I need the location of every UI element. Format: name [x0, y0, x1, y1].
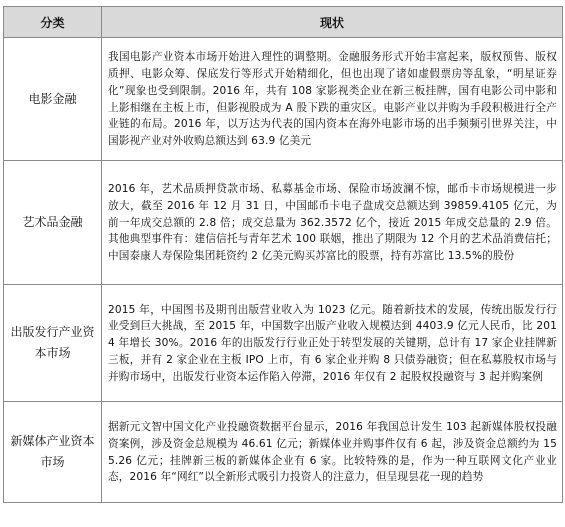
- table-header: [4, 7, 563, 38]
- industry-status-table: [3, 6, 563, 503]
- category-cell: 出版发行产业资本市场: [4, 285, 102, 402]
- status-cell: 我国电影产业资本市场开始进入理性的调整期。金融服务形式开始丰富起来，版权预售、版权质押、电影众筹、保底发行等形式开始精细化，但也出现了诸如虚假票房等乱象，“明星证券化”现象也受到限制。2016 年，共有 108 家影视类企业在新三板挂牌，国有电影公司中影和上影相继在主板上市，但影视股成为 A 股下跌的重灾区。电影产业以并购为手段积极进行全产业链的布局。2016 年，以万达为代表的国内资本在海外电影市场的出手频频引世界关注，中国影视产业对外收购总额达到 63.9 亿美元: [102, 38, 563, 161]
- header-status: 现状: [102, 7, 563, 38]
- status-cell: 2016 年，艺术品质押贷款市场、私募基金市场、保险市场波澜不惊，邮币卡市场规模进一步放大，截至 2016 年 12 月 31 日，中国邮币卡电子盘成交总额达到 39859.4105 亿元，为前一年成交总额的 2.8 倍；成交总量为 362.3572 亿个，接近 2015 年成交总量的 2.9 倍。其他典型事件有：建信信托与青年艺术 100 联姻，推出了期限为 12 个月的艺术品消费信托；中国泰康人寿保险集团耗资约 2 亿美元购买苏富比的股票，持有苏富比 13.5%的股份: [102, 161, 563, 285]
- status-cell: 据新元文智中国文化产业投融资数据平台显示，2016 年我国总计发生 103 起新媒体股权投融资案例，涉及资金总规模为 46.61 亿元；新媒体业并购事件仅有 6 起，涉及资金总额约为 155.26 亿元；挂牌新三板的新媒体企业有 6 家。比较特殊的是，作为一种互联网文化产业业态，2016 年“网红”以全新形式吸引力投资人的注意力，但呈现昙花一现的趋势: [102, 402, 563, 503]
- header-row: [4, 7, 563, 38]
- table-body: [4, 38, 563, 503]
- table-row: [4, 402, 563, 503]
- status-cell: 2015 年，中国图书及期刊出版营业收入为 1023 亿元。随着新技术的发展，传统出版发行行业受到巨大挑战，至 2015 年，中国数字出版产业收入规模达到 4403.9 亿元人民币，比 2014 年增长 30%。2016 年的出版发行行业正处于转型发展的关键期，总计有 17 家企业挂牌新三板，并有 2 家企业在主板 IPO 上市，有 6 家企业并购 8 只债券融资；但在私募股权市场与并购市场中，出版发行业资本运作陷入停滞，2016 年仅有 2 起股权投融资与 3 起并购案例: [102, 285, 563, 402]
- category-cell: 电影金融: [4, 38, 102, 161]
- table-row: [4, 38, 563, 161]
- table-row: [4, 285, 563, 402]
- table-row: [4, 161, 563, 285]
- category-cell: 艺术品金融: [4, 161, 102, 285]
- category-cell: 新媒体产业资本市场: [4, 402, 102, 503]
- header-category: 分类: [4, 7, 102, 38]
